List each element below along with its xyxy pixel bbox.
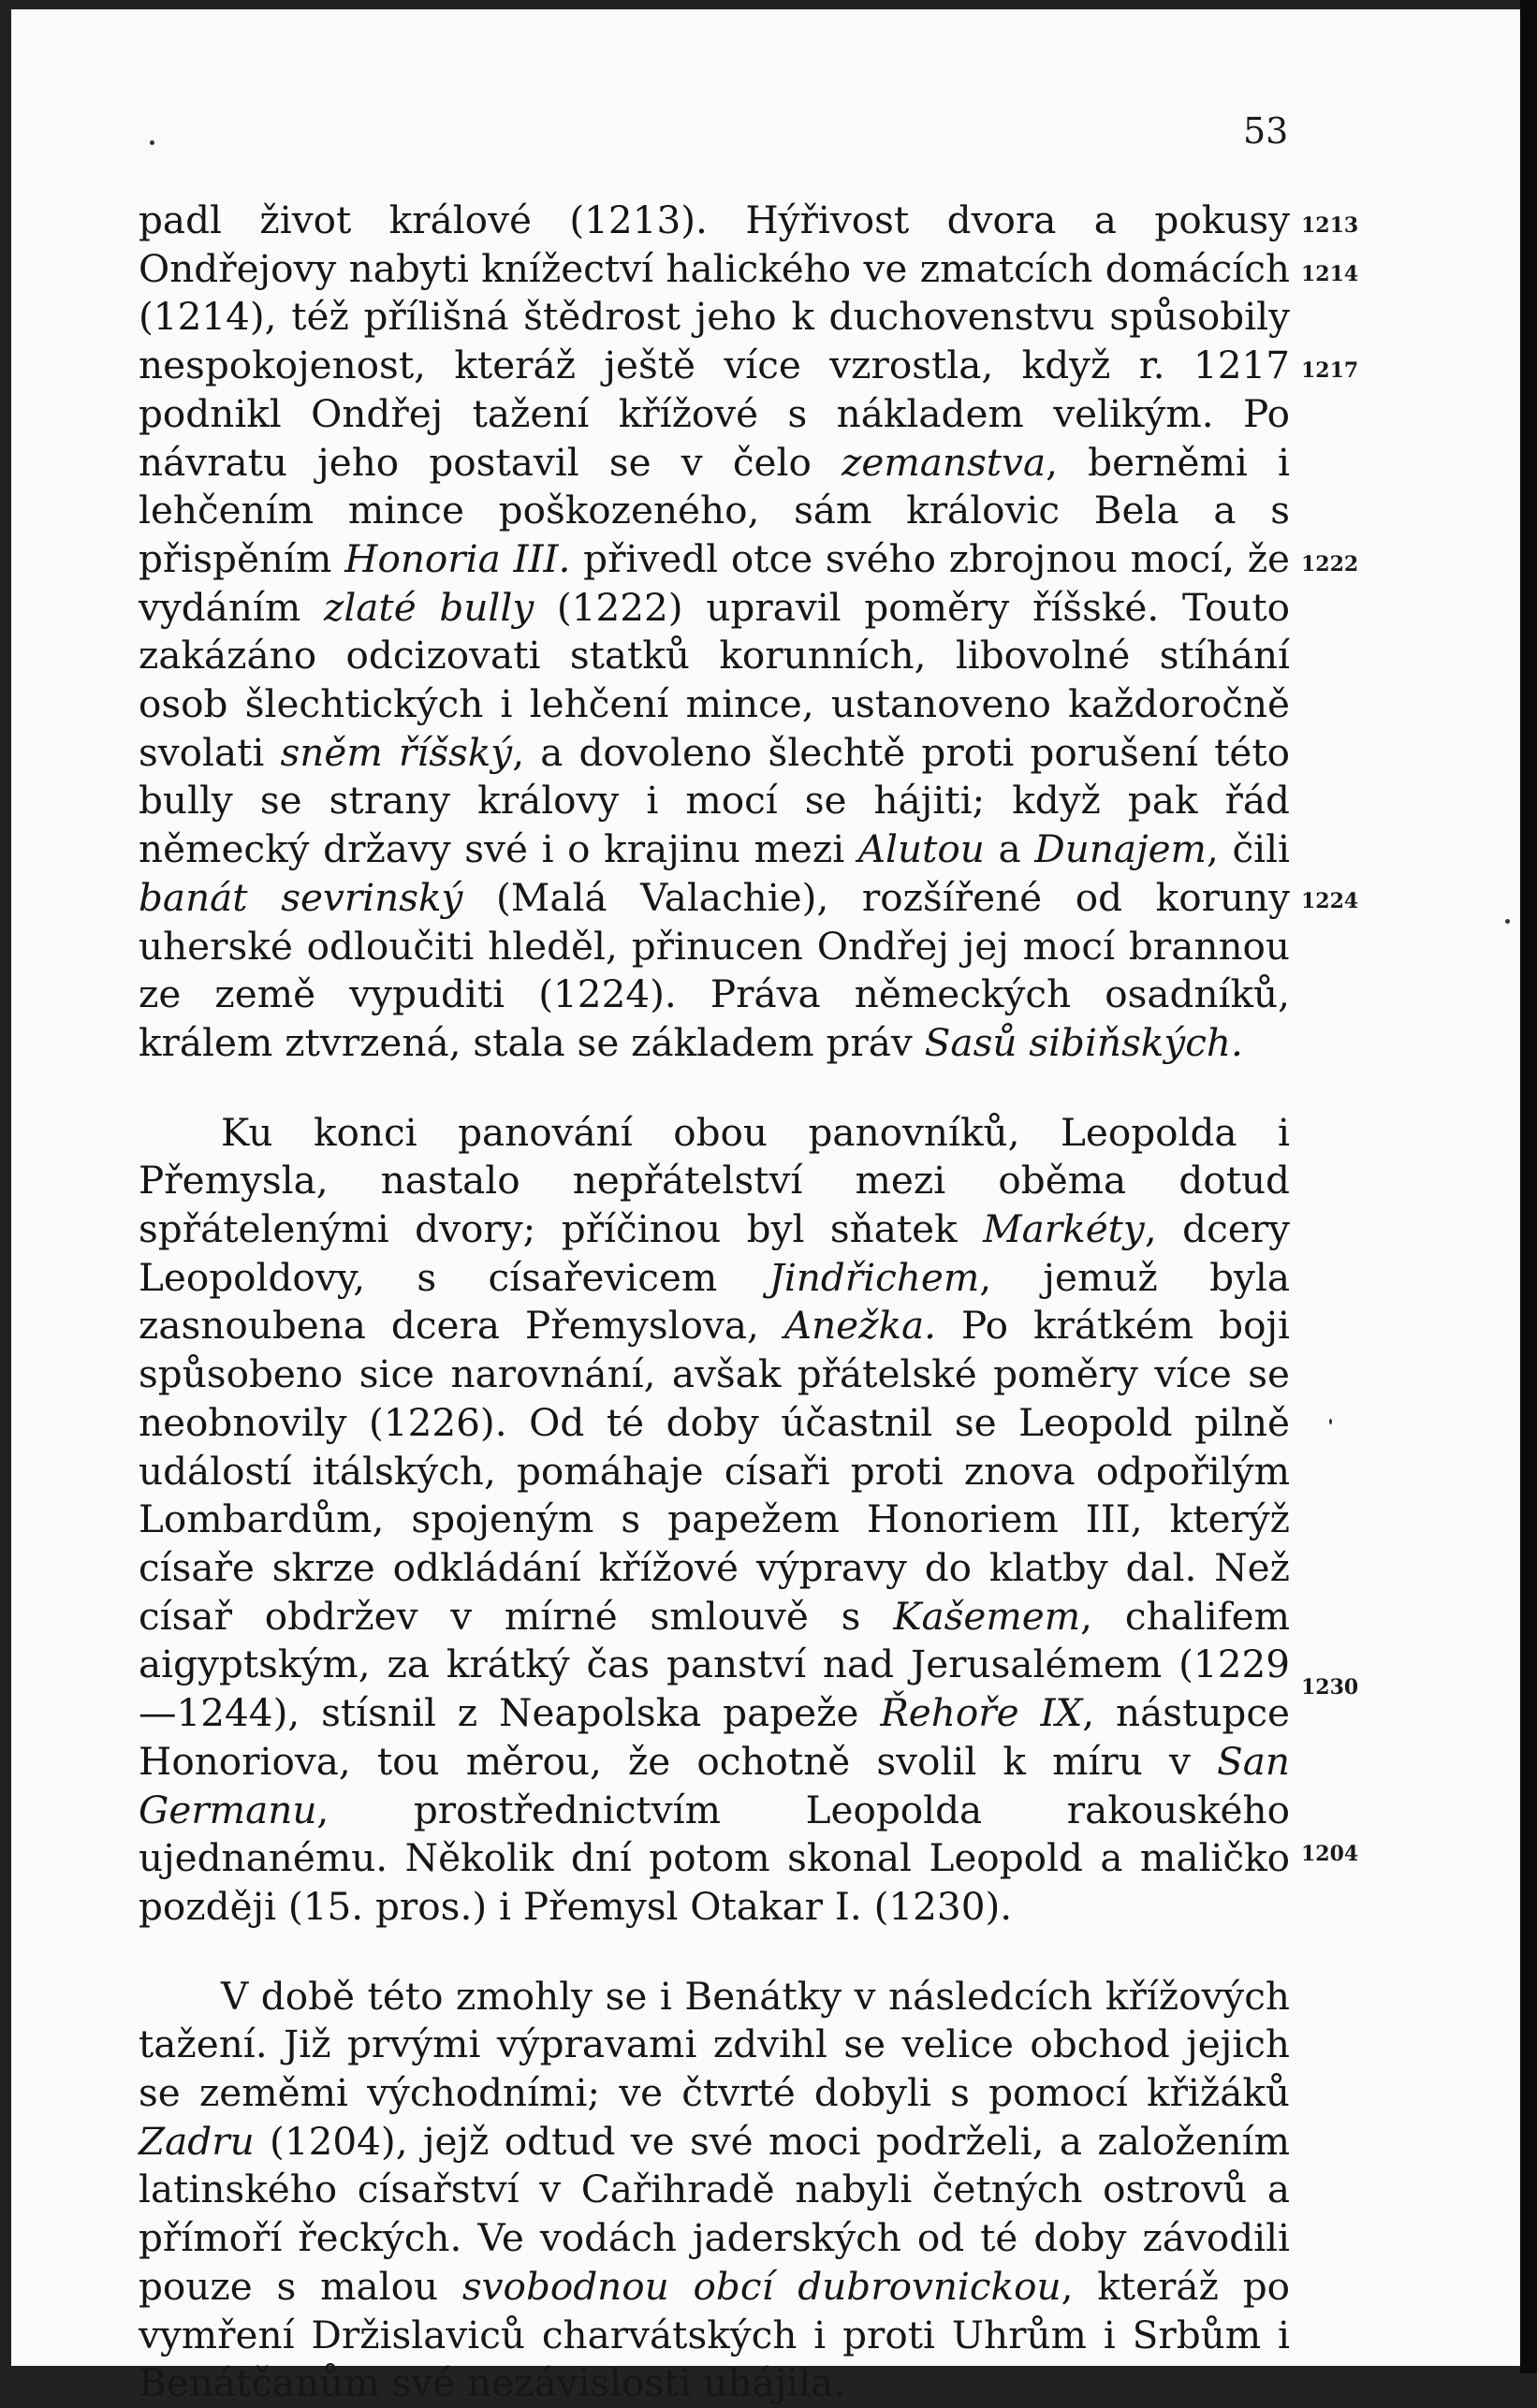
text-run: V době této zmohly se i Benátky v následcích křížových tažení. Již prvými výpravami zdvihl se velice obchod jejich se zeměmi východními; ve čtvrté dobyli s pomocí křižáků — [139, 1973, 1290, 2116]
scan-speck — [150, 140, 154, 145]
italic-term: svobodnou obcí dubrovnickou — [461, 2263, 1061, 2309]
margin-year: 1230 — [1301, 1675, 1359, 1700]
margin-year: 1214 — [1301, 262, 1359, 286]
text-run: , jemuž byla zasnoubena dcera Přemyslova, — [139, 1254, 1290, 1349]
text-run: Po krátkém boji spůsobeno sice narovnání, avšak přátelské poměry více se neobnovily (1226). Od té doby účastnil se Leopold pilně událostí itálských, pomáhaje císaři proti znova odpořilým Lombardům, spojeným s papežem Honoriem III, kterýž císaře skrze odkládání křížové výpravy do klatby dal. Než císař obdržev v mírné smlouvě s — [139, 1303, 1290, 1639]
text-run: , berněmi i lehčením mince poškozeného, sám královic Bela a s přispěním — [139, 439, 1290, 581]
italic-term: Alutou — [857, 826, 985, 872]
italic-term: San Germanu — [139, 1738, 1290, 1832]
text-run: , chalifem aigyptským, za krátký čas panství nad Jerusalémem (1229—1244), stísnil z Neapolska papeže — [139, 1593, 1290, 1736]
text-run: padl život králové (1213). Hýřivost dvora a pokusy Ondřejovy nabyti knížectví halického ve zmatcích domácích (1214), též přílišná štědrost jeho k duchovenstvu spůsobily nespokojenost, kteráž ještě více vzrostla, když r. 1217 podnikl Ondřej tažení křížové s nákladem velikým. Po návratu jeho postavil se v čelo — [139, 197, 1290, 485]
margin-year: 1222 — [1301, 552, 1359, 576]
italic-term: Kašemem — [893, 1593, 1081, 1639]
margin-year: 1204 — [1301, 1842, 1359, 1866]
italic-term: Zadru — [139, 2118, 255, 2164]
margin-year: 1224 — [1301, 889, 1359, 913]
italic-term: Jindřichem — [768, 1254, 980, 1300]
text-run: přivedl otce svého zbrojnou mocí, že vydáním — [139, 535, 1291, 630]
italic-term: sněm říšský — [280, 729, 513, 775]
italic-term: zemanstva — [842, 439, 1047, 485]
italic-term: Sasů sibiňských. — [924, 1019, 1243, 1065]
text-run: a — [984, 826, 1035, 872]
page-number: 53 — [1243, 110, 1289, 152]
scan-edge — [1520, 0, 1537, 2373]
italic-term: Řehoře IX — [880, 1690, 1083, 1736]
text-run: , kteráž po vymření Držislaviců charvátských i proti Uhrům i Srbům i Benátčanům své nezávislosti uhájila. — [139, 2263, 1291, 2406]
text-run: , a dovoleno šlechtě proti porušení této bully se strany královy i mocí se hájiti; když pak řád německý državy své i o krajinu mezi — [139, 729, 1290, 872]
italic-term: zlaté bully — [324, 584, 534, 630]
paragraph-1 — [139, 197, 1290, 1068]
paragraph-2 — [139, 1109, 1290, 1932]
scan-speck — [1505, 919, 1510, 924]
margin-year: 1213 — [1301, 213, 1359, 238]
text-run: , prostřednictvím Leopolda rakouského ujednanému. Několik dní potom skonal Leopold a maličko později (15. pros.) i Přemysl Otakar I. (1230). — [139, 1787, 1290, 1929]
text-run: , nástupce Honoriova, tou měrou, že ochotně svolil k míru v — [139, 1690, 1290, 1784]
text-run: Ku konci panování obou panovníků, Leopolda i Přemysla, nastalo nepřátelství mezi oběma dotud spřátelenými dvory; příčinou byl sňatek — [139, 1109, 1290, 1252]
italic-term: Honoria III. — [344, 535, 571, 581]
scan-speck — [1329, 1419, 1332, 1424]
italic-term: Anežka. — [783, 1303, 937, 1349]
italic-term: banát sevrinský — [139, 874, 463, 920]
italic-term: Dunajem — [1034, 826, 1207, 872]
body-text — [139, 197, 1290, 2408]
paragraph-3 — [139, 1973, 1290, 2408]
italic-term: Markéty — [983, 1206, 1145, 1252]
text-run: (Malá Valachie), rozšířené od koruny uherské odloučiti hleděl, přinucen Ondřej jej mocí brannou ze země vypuditi (1224). Práva německých osadníků, králem ztvrzená, stala se základem práv — [139, 874, 1291, 1065]
margin-year: 1217 — [1301, 358, 1359, 383]
text-run: , čili — [1206, 826, 1290, 872]
text-run: (1222) upravil poměry říšské. Touto zakázáno odcizovati statků korunních, libovolné stíhání osob šlechtických i lehčení mince, ustanoveno každoročně svolati — [139, 584, 1290, 775]
text-run: , dcery Leopoldovy, s císařevicem — [139, 1206, 1290, 1300]
text-run: (1204), jejž odtud ve své moci podrželi, a založením latinského císařství v Cařihradě nabyli četných ostrovů a přímoří řeckých. Ve vodách jaderských od té doby závodili pouze s malou — [139, 2118, 1290, 2309]
